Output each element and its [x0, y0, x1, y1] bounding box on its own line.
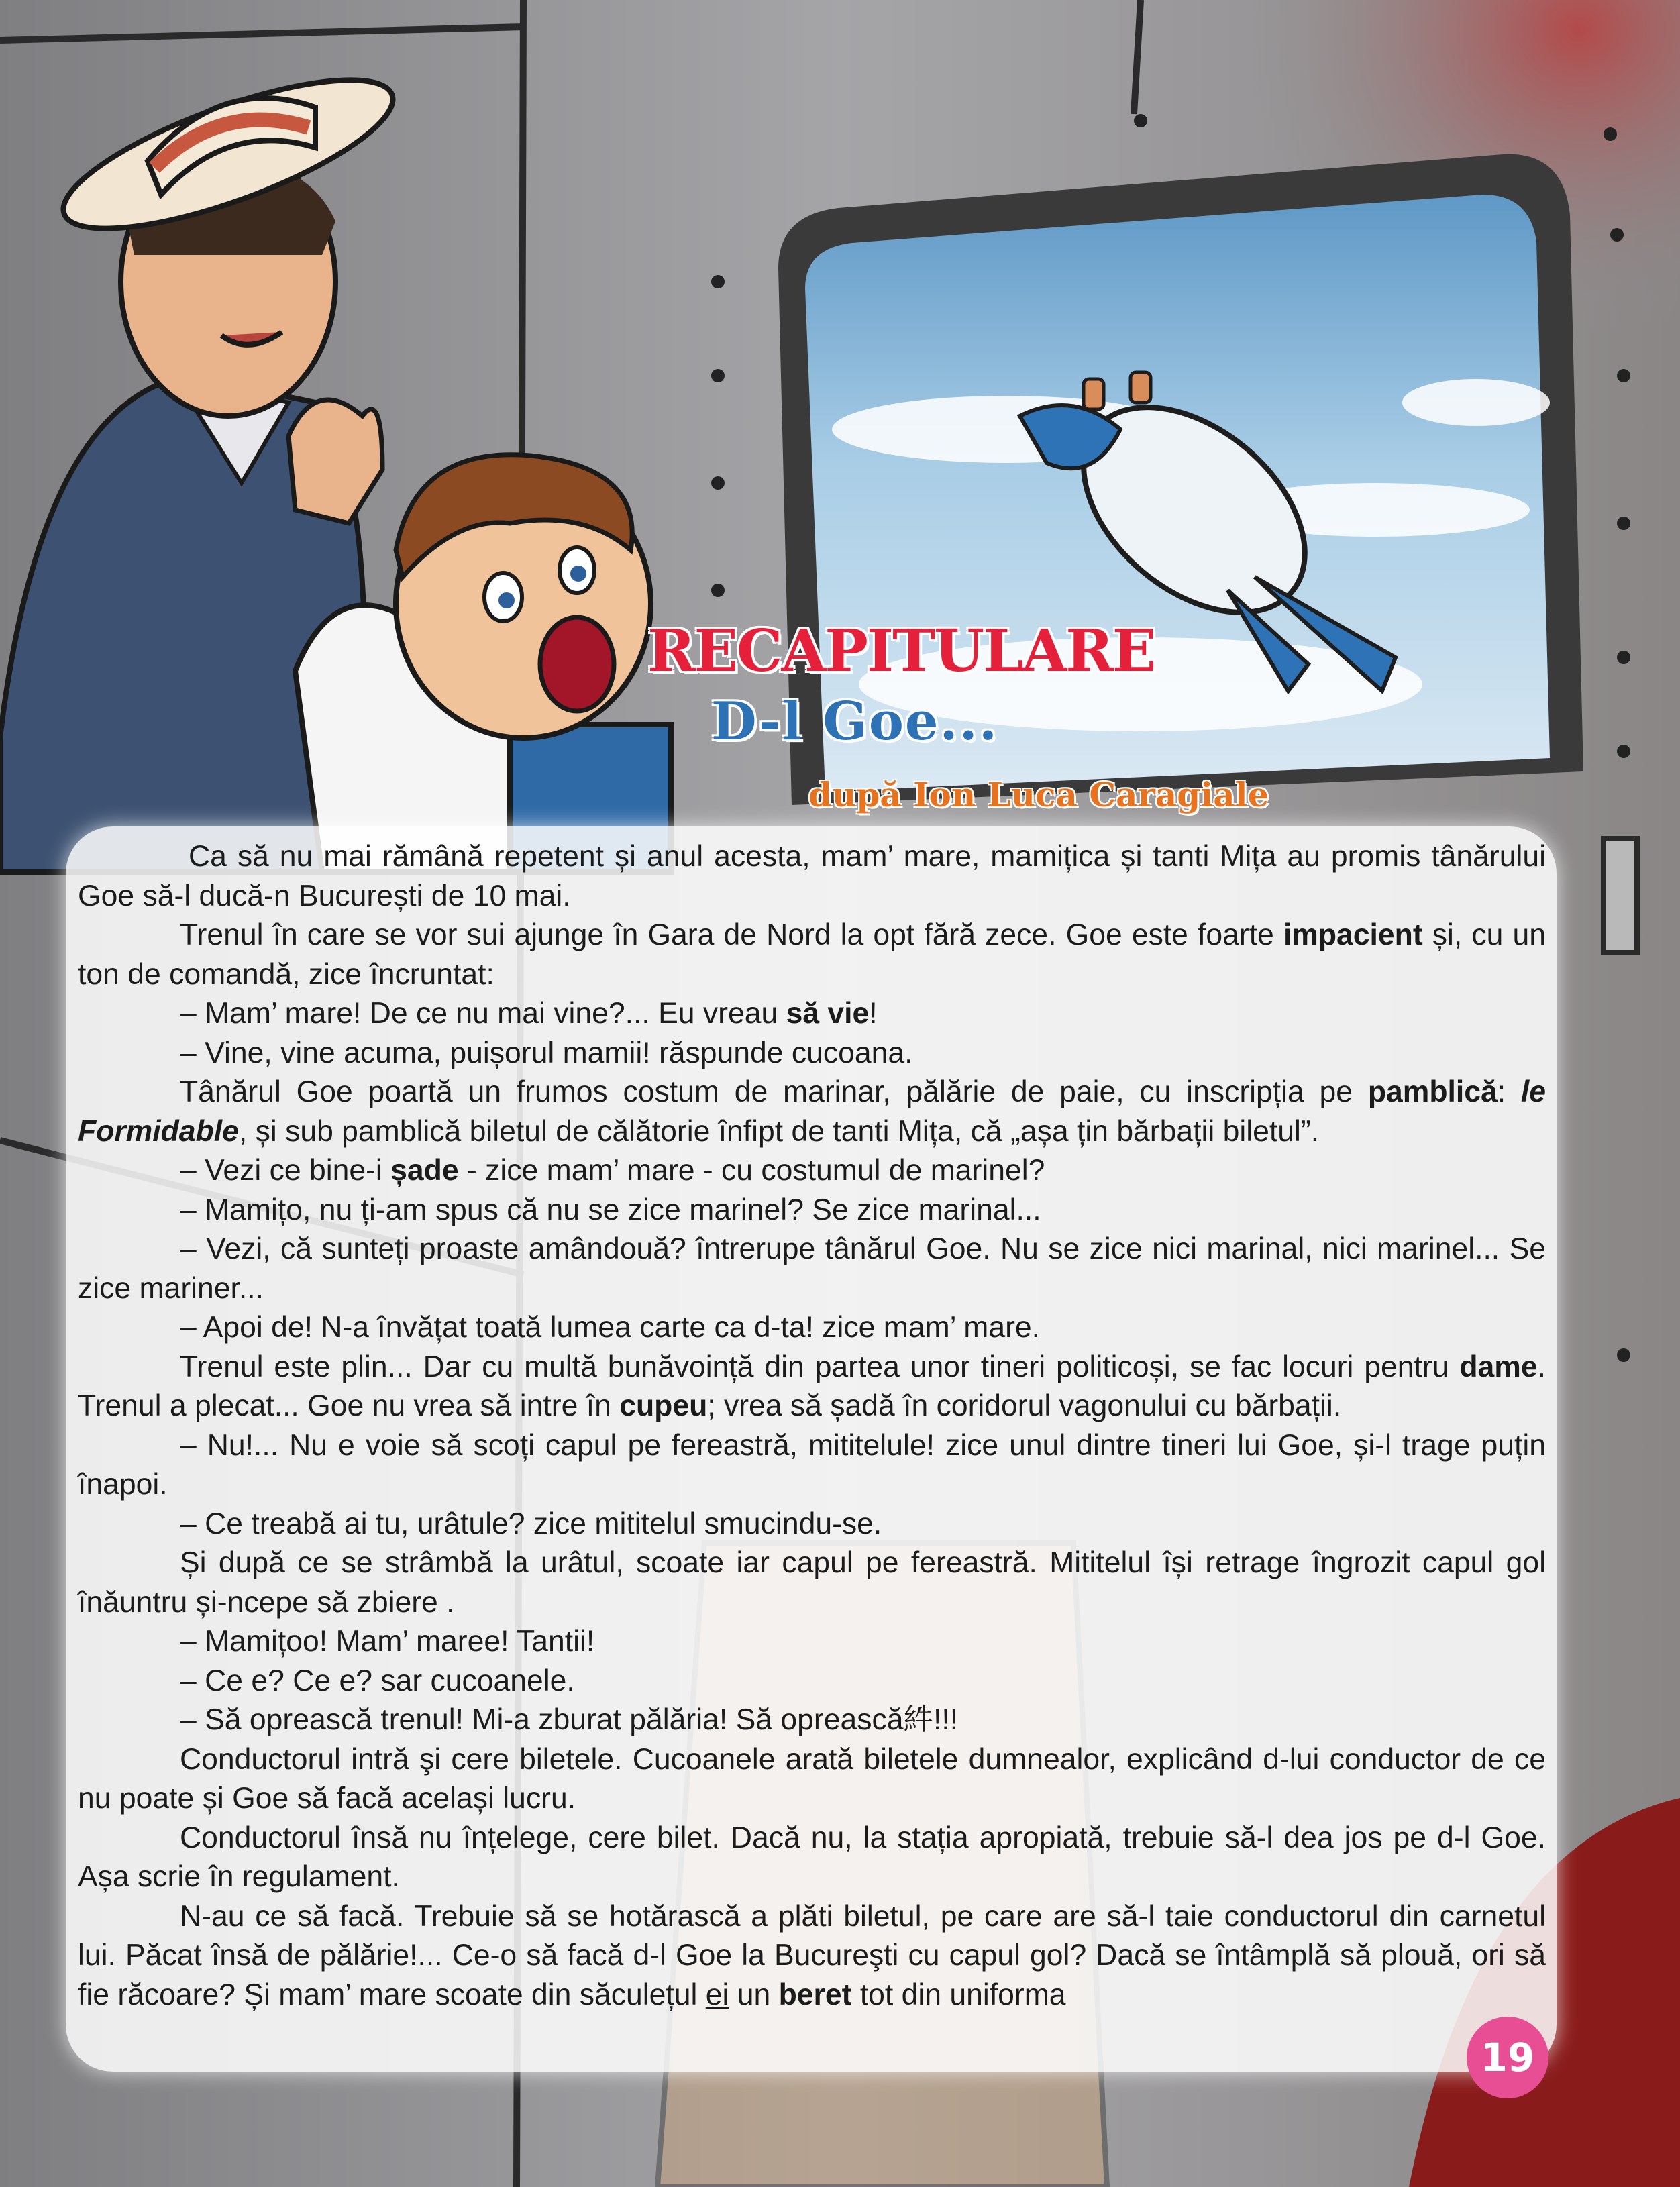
title-block [604, 617, 1342, 832]
paragraph: Și după ce se strâmbă la urâtul, scoate iar capul pe fereastră. Mititelul își retrage îngrozit capul gol înăuntru și-ncepe să zbiere . [78, 1546, 1546, 1619]
paragraph: – Să oprească trenul! Mi-a zburat pălăria! Să oprească䋅!!! [180, 1703, 959, 1736]
paragraph: Conductorul însă nu înțelege, cere bilet. Dacă nu, la stația apropiată, trebuie să-l dea jos pe d-l Goe. Așa scrie în regulament. [78, 1821, 1546, 1893]
paragraph: – Ce e? Ce e? sar cucoanele. [180, 1664, 575, 1697]
paragraph: – Ce treabă ai tu, urâtule? zice mititelul smucindu-se. [180, 1507, 882, 1540]
paragraph: Trenul este plin... Dar cu multă bunăvoință din partea unor tineri politicoși, se fac locuri pentru dame. Trenul a plecat... Goe nu vrea să intre în cupeu; vrea să șadă în coridorul vagonului cu bărbații. [78, 1350, 1546, 1422]
paragraph: – Apoi de! N-a învățat toată lumea carte ca d-ta! zice mam’ mare. [180, 1311, 1041, 1344]
paragraph: – Vine, vine acuma, puișorul mamii! răspunde cucoana. [180, 1036, 913, 1069]
paragraph: – Mamițoo! Mam’ maree! Tantii! [180, 1625, 595, 1658]
paragraph: – Mamițo, nu ți-am spus că nu se zice marinel? Se zice marinal... [180, 1193, 1041, 1226]
paragraph: – Nu!... Nu e voie să scoți capul pe fereastră, mititelule! zice unul dintre tineri lui Goe, și-l trage puțin înapoi. [78, 1428, 1546, 1501]
paragraph: Conductorul intră şi cere biletele. Cucoanele arată biletele dumnealor, explicând d-lui conductor de ce nu poate și Goe să facă același lucru. [78, 1742, 1546, 1815]
paragraph: – Vezi ce bine-i șade - zice mam’ mare - cu costumul de marinel? [180, 1154, 1045, 1187]
paragraph: Trenul în care se vor sui ajunge în Gara de Nord la opt fără zece. Goe este foarte impacient și, cu un ton de comandă, zice încruntat: [78, 918, 1546, 991]
page-number: 19 [1467, 2017, 1548, 2098]
paragraph: Ca să nu mai rămână repetent și anul acesta, mam’ mare, mamițica și tanti Mița au promis tânărului Goe să-l ducă-n București de 10 mai. [78, 840, 1546, 912]
story-text [78, 837, 1546, 2015]
paragraph: Tânărul Goe poartă un frumos costum de marinar, pălărie de paie, cu inscripția pe pamblică: le Formidable, și sub pamblică biletul de călătorie înfipt de tanti Mița, că „așa țin bărbații biletul”. [78, 1075, 1546, 1148]
story-title: D-l Goe... [711, 691, 998, 752]
page-title: RECAPITULARE [647, 617, 1155, 685]
paragraph: N-au ce să facă. Trebuie să se hotărască a plăti biletul, pe care are să-l taie conductorul din carnetul lui. Păcat însă de pălărie!... Ce-o să facă d-l Goe la Bucureşti cu capul gol? Dacă se întâmplă să plouă, ori să fie răcoare? Și mam’ mare scoate din săculețul ei un beret tot din uniforma [78, 1899, 1546, 2011]
paragraph: – Vezi, că sunteți proaste amândouă? întrerupe tânărul Goe. Nu se zice nici marinal, nici marinel... Se zice mariner... [78, 1232, 1546, 1305]
author-line: după Ion Luca Caragiale [808, 775, 1269, 814]
paragraph: – Mam’ mare! De ce nu mai vine?... Eu vreau să vie! [180, 997, 878, 1030]
